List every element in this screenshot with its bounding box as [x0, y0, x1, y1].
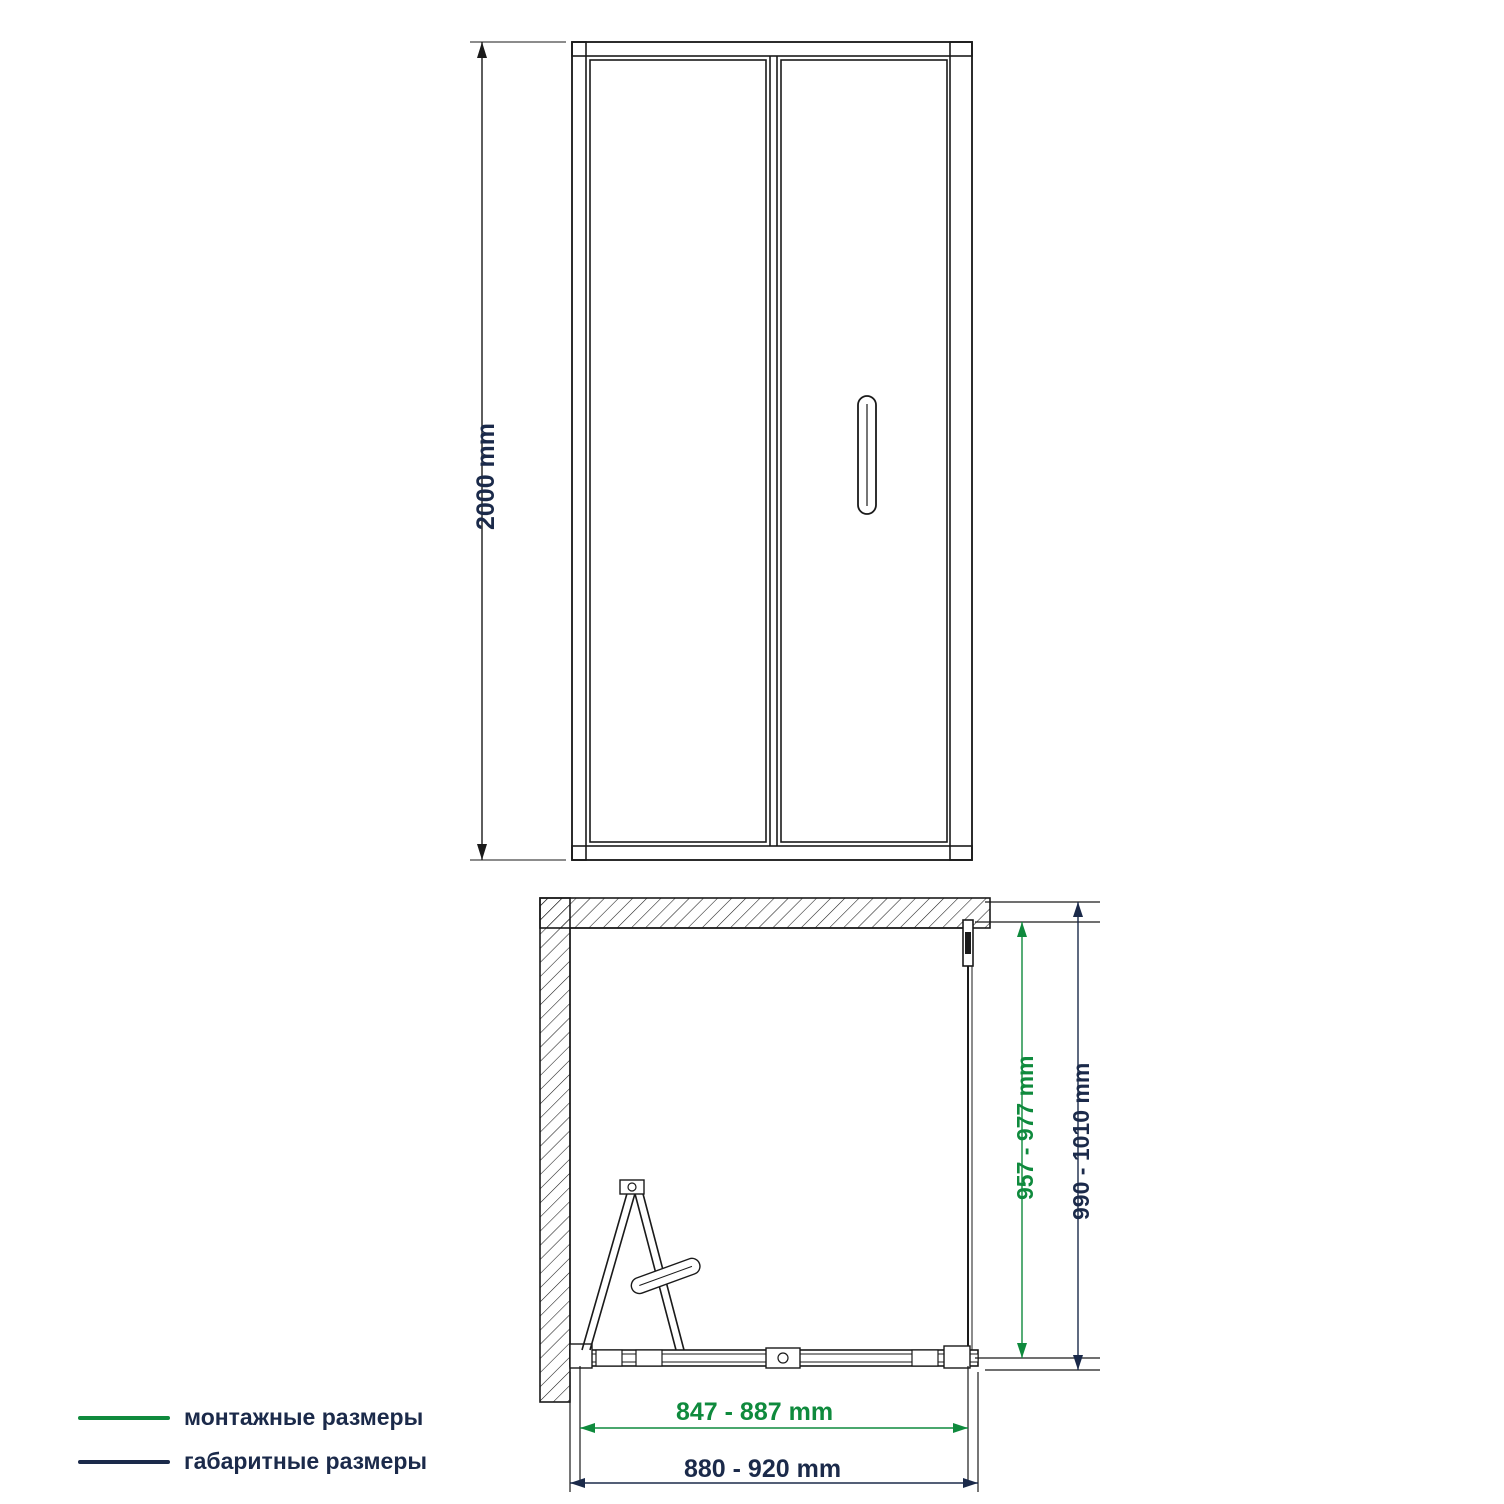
right-profile	[950, 42, 972, 860]
top-rail	[572, 42, 972, 56]
enclosure-outline	[570, 928, 970, 1358]
width-install-label: 847 - 887 mm	[676, 1398, 834, 1426]
legend-item-install	[78, 1404, 423, 1431]
bottom-rail	[572, 846, 972, 860]
right-glass-plan	[963, 920, 973, 1350]
legend-label-overall: габаритные размеры	[184, 1448, 428, 1474]
wall-hatch-top	[540, 898, 990, 928]
folding-hinge	[582, 1180, 702, 1350]
legend-label-install: монтажные размеры	[184, 1404, 424, 1430]
height-dimension-label: 2000 mm	[472, 422, 500, 530]
legend-item-overall	[78, 1448, 427, 1475]
door-outer-frame	[572, 42, 972, 860]
wall-hatch-left	[540, 898, 570, 1402]
door-track-plan	[570, 1344, 978, 1368]
legend-swatch-navy	[78, 1460, 170, 1464]
glass-panel-left	[590, 60, 766, 842]
legend-swatch-green	[78, 1416, 170, 1420]
door-handle	[858, 396, 876, 514]
left-profile	[572, 42, 586, 860]
depth-install-label: 957 - 977 mm	[1012, 1055, 1038, 1200]
depth-overall-label: 990 - 1010 mm	[1068, 1062, 1094, 1220]
width-overall-label: 880 - 920 mm	[684, 1455, 842, 1483]
